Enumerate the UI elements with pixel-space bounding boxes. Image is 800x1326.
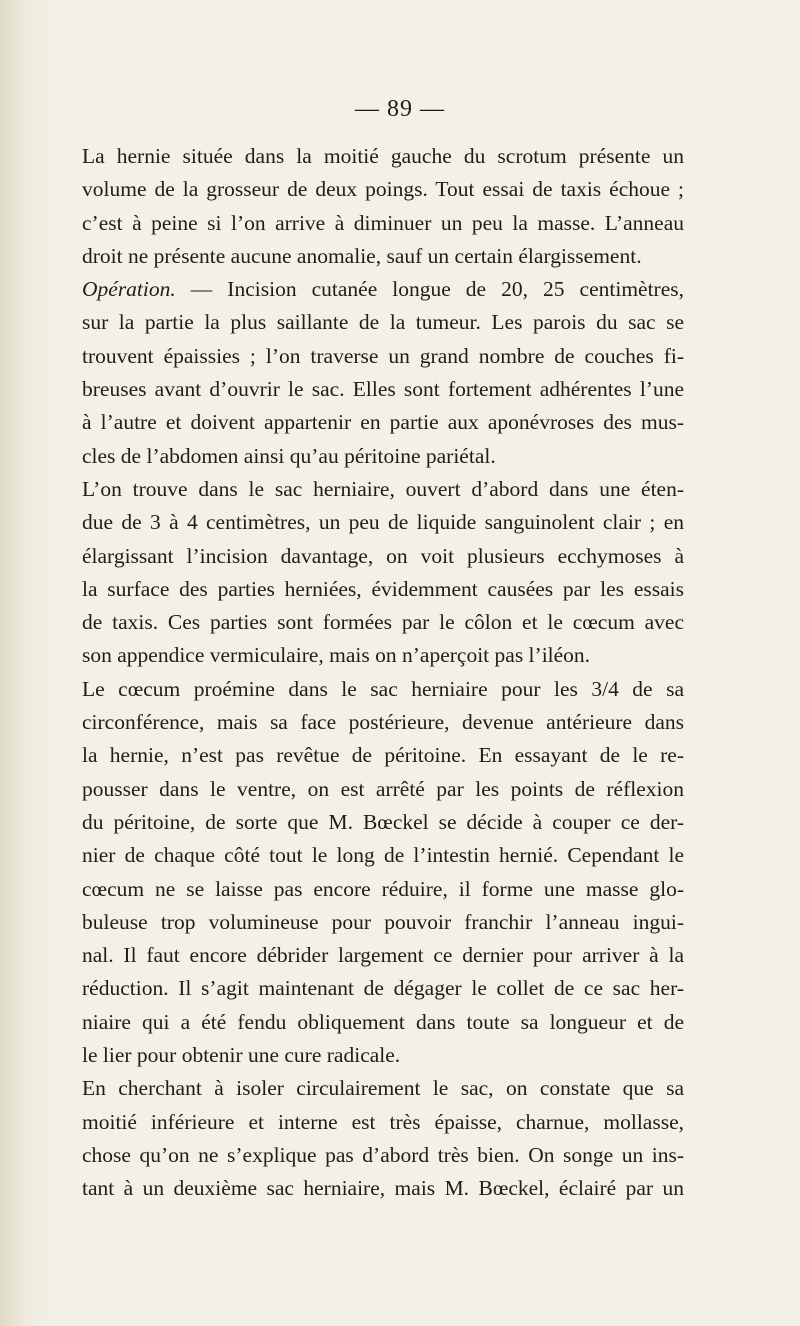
line-text: — Incision cutanée longue de 20, 25 centimètres, <box>175 277 684 302</box>
text-line: cœcum ne se laisse pas encore réduire, il forme une masse glo- <box>82 876 684 901</box>
text-line: droit ne présente aucune anomalie, sauf un certain élargissement. <box>82 243 642 268</box>
text-line: le lier pour obtenir une cure radicale. <box>82 1043 401 1068</box>
text-line: cles de l’abdomen ainsi qu’au péritoine pariétal. <box>82 443 496 468</box>
text-line: élargissant l’incision davantage, on voit plusieurs ecchymoses à <box>82 543 684 568</box>
text-line: de taxis. Ces parties sont formées par le côlon et le cœcum avec <box>82 610 684 635</box>
text-line: c’est à peine si l’on arrive à diminuer un peu la masse. L’anneau <box>82 210 684 235</box>
text-line: niaire qui a été fendu obliquement dans toute sa longueur et de <box>82 1009 684 1034</box>
text-line: due de 3 à 4 centimètres, un peu de liquide sanguinolent clair ; en <box>82 510 684 535</box>
text-line: L’on trouve dans le sac herniaire, ouvert d’abord dans une éten- <box>82 476 684 501</box>
text-line: volume de la grosseur de deux poings. Tout essai de taxis échoue ; <box>82 177 684 202</box>
text-line: moitié inférieure et interne est très épaisse, charnue, mollasse, <box>82 1109 684 1134</box>
text-line: nier de chaque côté tout le long de l’intestin hernié. Cependant le <box>82 843 684 868</box>
text-line: chose qu’on ne s’explique pas d’abord très bien. On songe un ins- <box>82 1142 684 1167</box>
page-number: — 89 — <box>355 96 445 122</box>
text-line: tant à un deuxième sac herniaire, mais M. Bœckel, éclairé par un <box>82 1176 684 1201</box>
text-line: nal. Il faut encore débrider largement ce dernier pour arriver à la <box>82 943 684 968</box>
text-line: sur la partie la plus saillante de la tumeur. Les parois du sac se <box>82 310 684 335</box>
text-line: pousser dans le ventre, on est arrêté par les points de réflexion <box>82 776 684 801</box>
body-text <box>82 140 684 1206</box>
text-line: La hernie située dans la moitié gauche du scrotum présente un <box>82 144 684 168</box>
text-line: du péritoine, de sorte que M. Bœckel se décide à couper ce der- <box>82 809 684 834</box>
text-line: trouvent épaissies ; l’on traverse un grand nombre de couches fi- <box>82 343 684 368</box>
text-line: réduction. Il s’agit maintenant de dégager le collet de ce sac her- <box>82 976 684 1001</box>
text-line: circonférence, mais sa face postérieure, devenue antérieure dans <box>82 710 684 735</box>
text-line: son appendice vermiculaire, mais on n’aperçoit pas l’iléon. <box>82 643 591 668</box>
text-line: buleuse trop volumineuse pour pouvoir franchir l’anneau ingui- <box>82 909 684 934</box>
section-heading: Opération. <box>82 277 176 302</box>
text-line: la hernie, n’est pas revêtue de péritoine. En essayant de le re- <box>82 743 684 768</box>
text-line: breuses avant d’ouvrir le sac. Elles sont fortement adhérentes l’une <box>82 377 684 402</box>
text-line <box>82 273 684 306</box>
text-line: à l’autre et doivent appartenir en partie aux aponévroses des mus- <box>82 410 684 435</box>
text-line: En cherchant à isoler circulairement le sac, on constate que sa <box>82 1076 684 1101</box>
text-line: la surface des parties herniées, évidemment causées par les essais <box>82 576 684 601</box>
text-line: Le cœcum proémine dans le sac herniaire pour les 3/4 de sa <box>82 676 684 701</box>
